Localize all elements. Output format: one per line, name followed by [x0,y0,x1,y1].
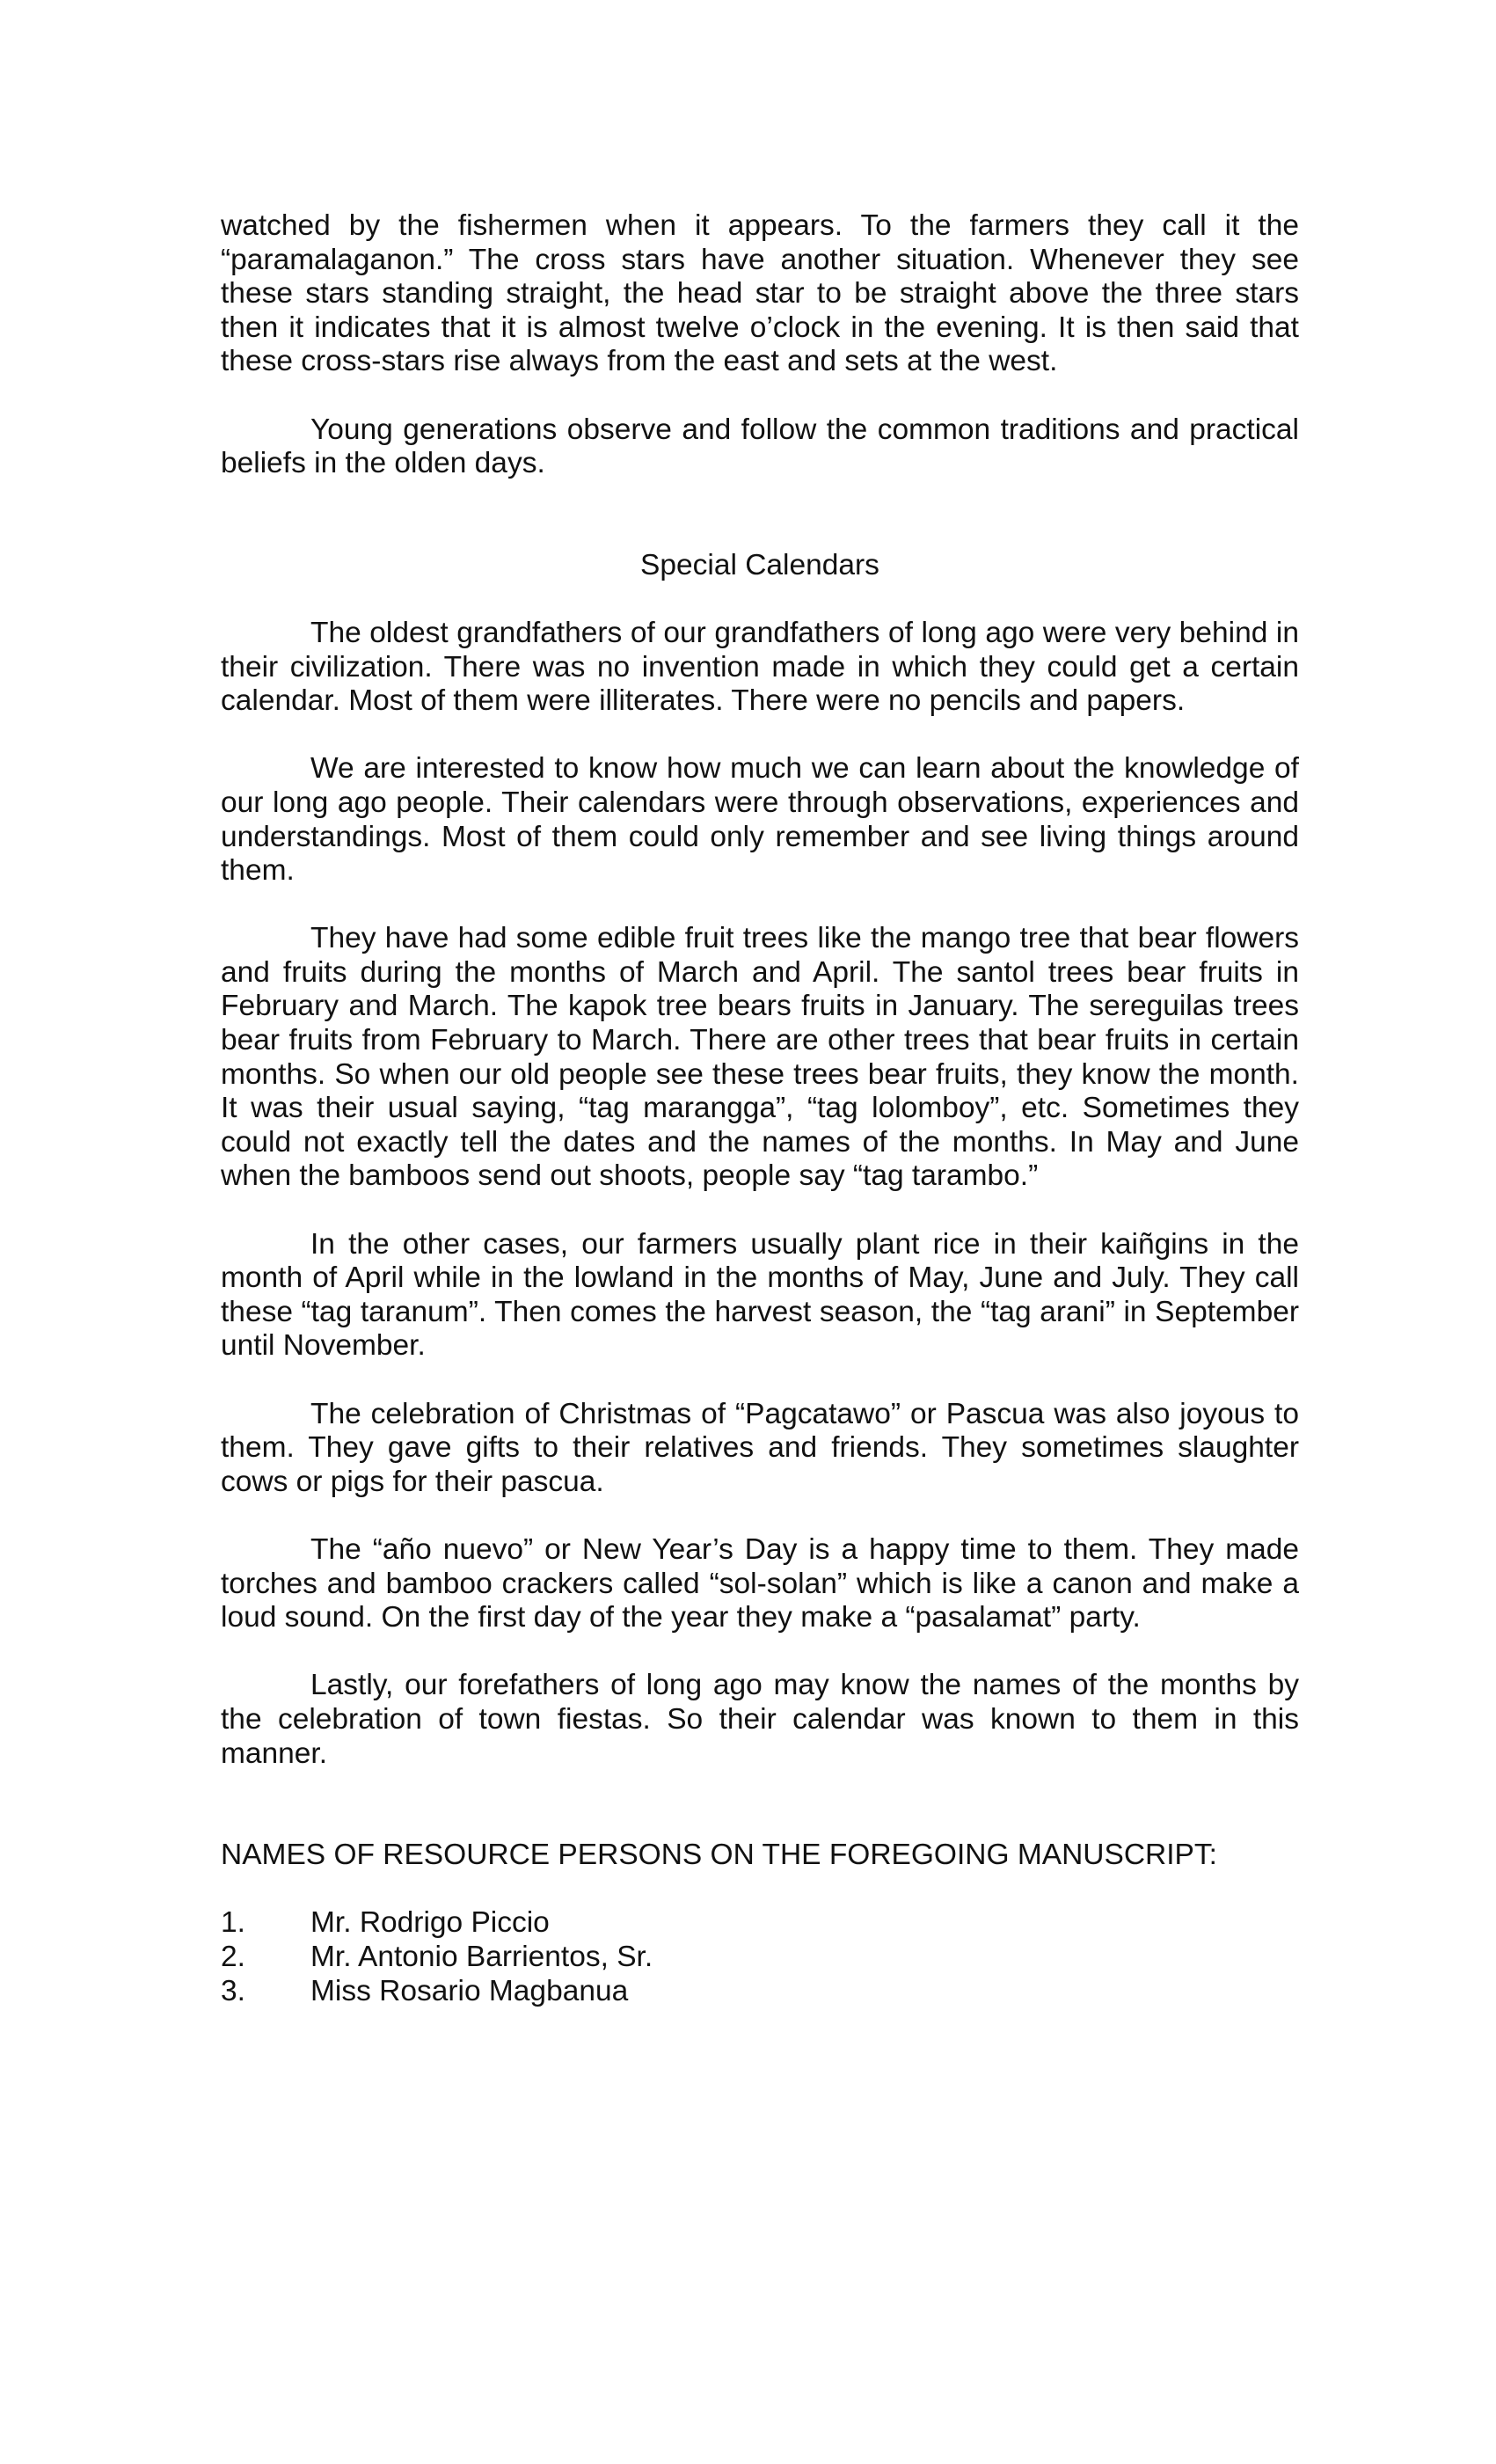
section-heading: Special Calendars [640,548,879,581]
list-item [221,1975,1299,2009]
paragraph: The oldest grandfathers of our grandfathers of long ago were very behind in their civilization. There was no invention made in which they could get a certain calendar. Most of them were illiterates. There were no pencils and papers. [221,616,1299,718]
paragraph: We are interested to know how much we can learn about the knowledge of our long ago people. Their calendars were through observations, experiences and understandings. Most of them could only remember and see living things around them. [221,752,1299,888]
resource-persons-title: NAMES OF RESOURCE PERSONS ON THE FOREGOING MANUSCRIPT: [221,1839,1217,1872]
list-item-number: 1. [221,1906,245,1940]
list-item-name: Mr. Rodrigo Piccio [310,1906,550,1940]
document-body [221,209,1299,2008]
paragraph: Young generations observe and follow the common traditions and practical beliefs in the olden days. [221,413,1299,480]
list-item-name: Miss Rosario Magbanua [310,1974,629,2007]
paragraph: They have had some edible fruit trees like the mango tree that bear flowers and fruits during the months of March and April. The santol trees bear fruits in February and March. The kapok tree bears fruits in January. The sereguilas trees bear fruits from February to March. There are other trees that bear fruits in certain months. So when our old people see these trees bear fruits, they know the month. It was their usual saying, “tag marangga”, “tag lolomboy”, etc. Sometimes they could not exactly tell the dates and the names of the months. In May and June when the bamboos send out shoots, people say “tag tarambo.” [221,922,1299,1193]
list-item [221,1941,1299,1975]
resource-persons-list [221,1906,1299,2008]
list-item-name: Mr. Antonio Barrientos, Sr. [310,1940,653,1973]
list-item [221,1906,1299,1941]
list-item-number: 2. [221,1940,245,1973]
paragraph: The celebration of Christmas of “Pagcatawo” or Pascua was also joyous to them. They gave gifts to their relatives and friends. They sometimes slaughter cows or pigs for their pascua. [221,1397,1299,1498]
paragraph-continuation: watched by the fishermen when it appears. To the farmers they call it the “paramalaganon.” The cross stars have another situation. Whenever they see these stars standing straight, the head star to be straight above the three stars then it indicates that it is almost twelve o’clock in the evening. It is then said that these cross-stars rise always from the east and sets at the west. [221,209,1299,378]
paragraph: In the other cases, our farmers usually plant rice in their kaiñgins in the month of April while in the lowland in the months of May, June and July. They call these “tag taranum”. Then comes the harvest season, the “tag arani” in September until November. [221,1227,1299,1363]
list-item-number: 3. [221,1974,245,2007]
paragraph: The “año nuevo” or New Year’s Day is a happy time to them. They made torches and bamboo crackers called “sol-solan” which is like a canon and make a loud sound. On the first day of the year they make a “pasalamat” party. [221,1532,1299,1634]
paragraph: Lastly, our forefathers of long ago may know the names of the months by the celebration of town fiestas. So their calendar was known to them in this manner. [221,1669,1299,1770]
